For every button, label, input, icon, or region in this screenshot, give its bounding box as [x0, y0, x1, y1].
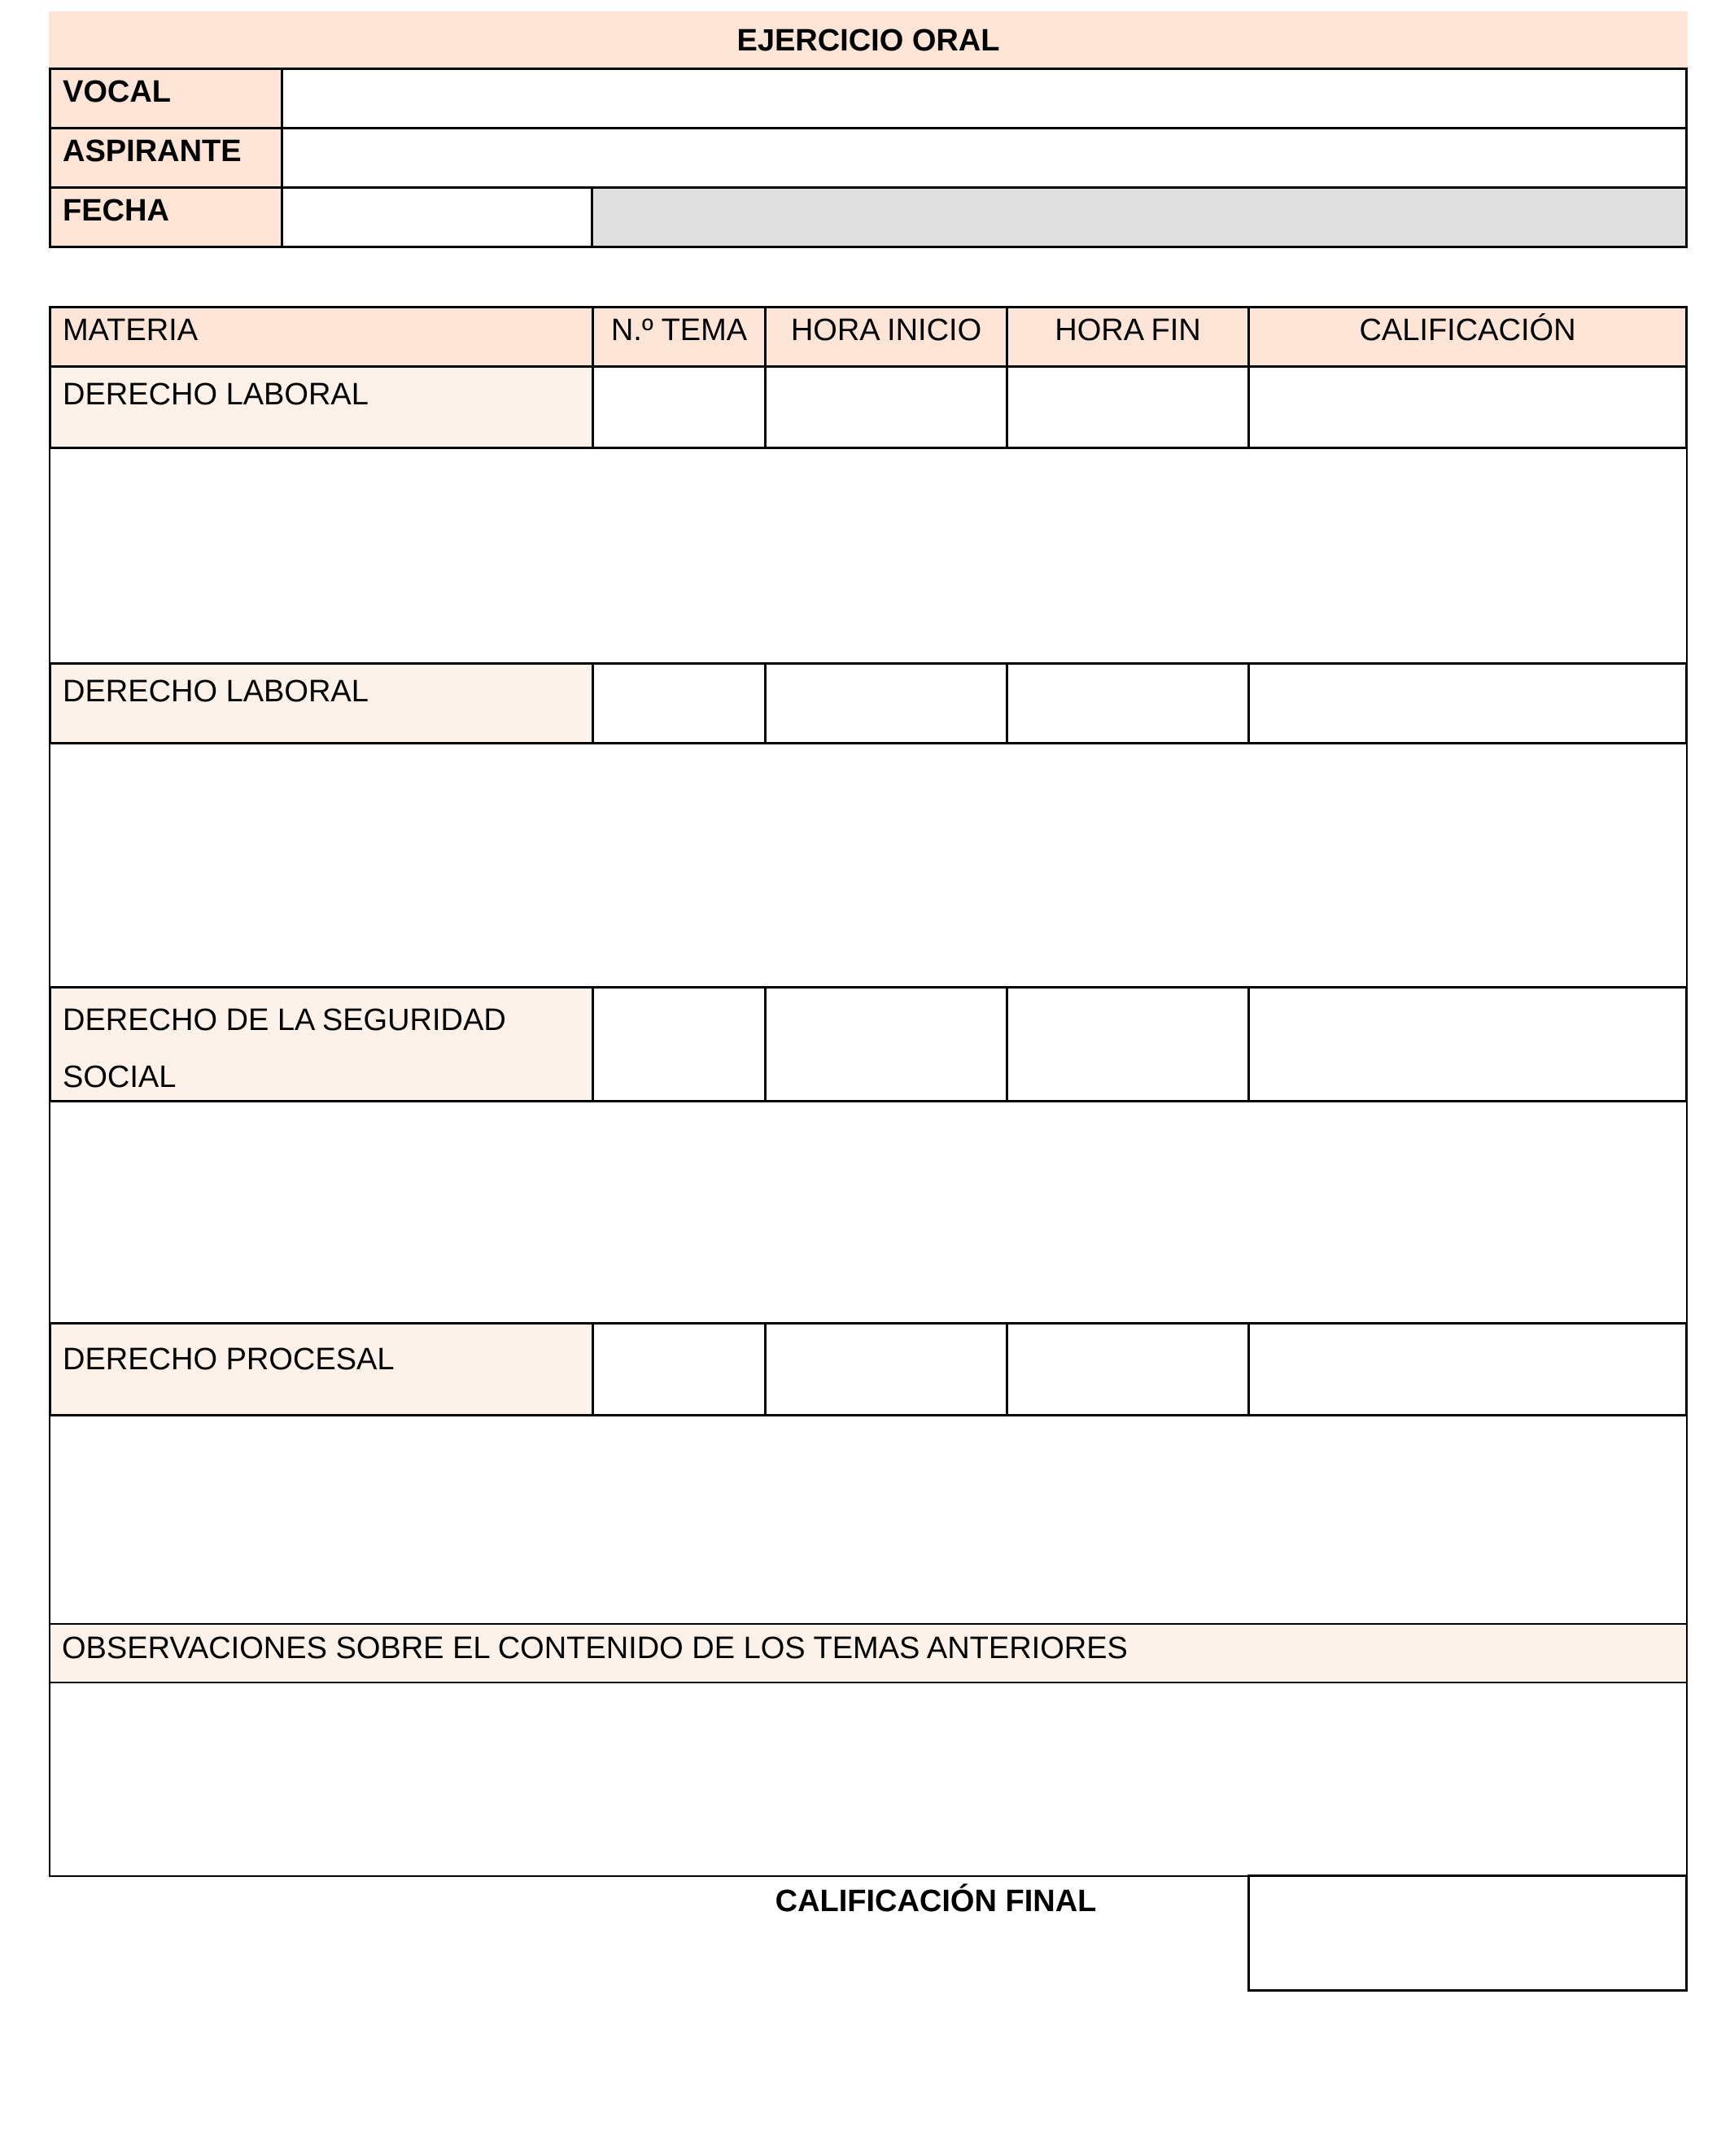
vocal-field[interactable] [281, 68, 1688, 129]
subject-row-4-materia [49, 1322, 594, 1416]
subject-row-1-calificacion[interactable] [1247, 365, 1688, 449]
header-materia [49, 306, 594, 368]
header-hora-inicio [764, 306, 1008, 368]
subject-3-label: DERECHO DE LA SEGURIDAD SOCIAL [63, 1003, 506, 1094]
header-tema-label: N.º TEMA [610, 313, 748, 347]
subject-row-4-hora-inicio[interactable] [764, 1322, 1008, 1416]
subject-1-label: DERECHO LABORAL [63, 378, 369, 412]
subject-row-2-hora-inicio[interactable] [764, 662, 1008, 744]
header-calificacion [1247, 306, 1688, 368]
subject-row-4-notes[interactable] [49, 1414, 1688, 1626]
subject-2-label: DERECHO LABORAL [63, 674, 369, 709]
subject-row-1-materia [49, 365, 594, 449]
subject-4-label: DERECHO PROCESAL [63, 1342, 395, 1377]
fecha-field[interactable] [281, 186, 593, 248]
subject-row-2-tema[interactable] [592, 662, 767, 744]
aspirante-field[interactable] [281, 127, 1688, 189]
observaciones-field[interactable] [49, 1682, 1688, 1877]
subject-row-4-calificacion[interactable] [1247, 1322, 1688, 1416]
subject-row-3-materia [49, 986, 594, 1102]
subject-row-2-calificacion[interactable] [1247, 662, 1688, 744]
subject-row-2-materia [49, 662, 594, 744]
fecha-label-cell [49, 186, 283, 248]
fecha-disabled-cell [591, 186, 1688, 248]
subject-row-1-hora-fin[interactable] [1006, 365, 1250, 449]
form-title: EJERCICIO ORAL [49, 11, 1688, 70]
subject-row-2-notes[interactable] [49, 742, 1688, 989]
subject-row-1-hora-inicio[interactable] [764, 365, 1008, 449]
subject-row-3-notes[interactable] [49, 1100, 1688, 1325]
subject-row-3-hora-inicio[interactable] [764, 986, 1008, 1102]
header-tema [592, 306, 767, 368]
header-calificacion-label: CALIFICACIÓN [1359, 313, 1576, 347]
final-score-label: CALIFICACIÓN FINAL [775, 1884, 1097, 1918]
header-hora-fin [1006, 306, 1250, 368]
observaciones-header [49, 1623, 1688, 1683]
vocal-label-cell [49, 68, 283, 129]
observaciones-label: OBSERVACIONES SOBRE EL CONTENIDO DE LOS TEMAS ANTERIORES [62, 1631, 1128, 1665]
aspirante-label: ASPIRANTE [63, 134, 242, 168]
vocal-label: VOCAL [63, 75, 171, 109]
fecha-label: FECHA [63, 194, 169, 228]
subject-row-3-hora-fin[interactable] [1006, 986, 1250, 1102]
subject-row-3-calificacion[interactable] [1247, 986, 1688, 1102]
aspirante-label-cell [49, 127, 283, 189]
subject-row-1-tema[interactable] [592, 365, 767, 449]
subject-row-2-hora-fin[interactable] [1006, 662, 1250, 744]
header-hora-inicio-label: HORA INICIO [790, 313, 982, 347]
subject-row-4-hora-fin[interactable] [1006, 1322, 1250, 1416]
subject-row-3-tema[interactable] [592, 986, 767, 1102]
subject-row-1-notes[interactable] [49, 447, 1688, 665]
header-hora-fin-label: HORA FIN [1055, 313, 1201, 347]
header-materia-label: MATERIA [63, 313, 199, 347]
subject-row-4-tema[interactable] [592, 1322, 767, 1416]
final-score-field[interactable] [1247, 1874, 1688, 1992]
